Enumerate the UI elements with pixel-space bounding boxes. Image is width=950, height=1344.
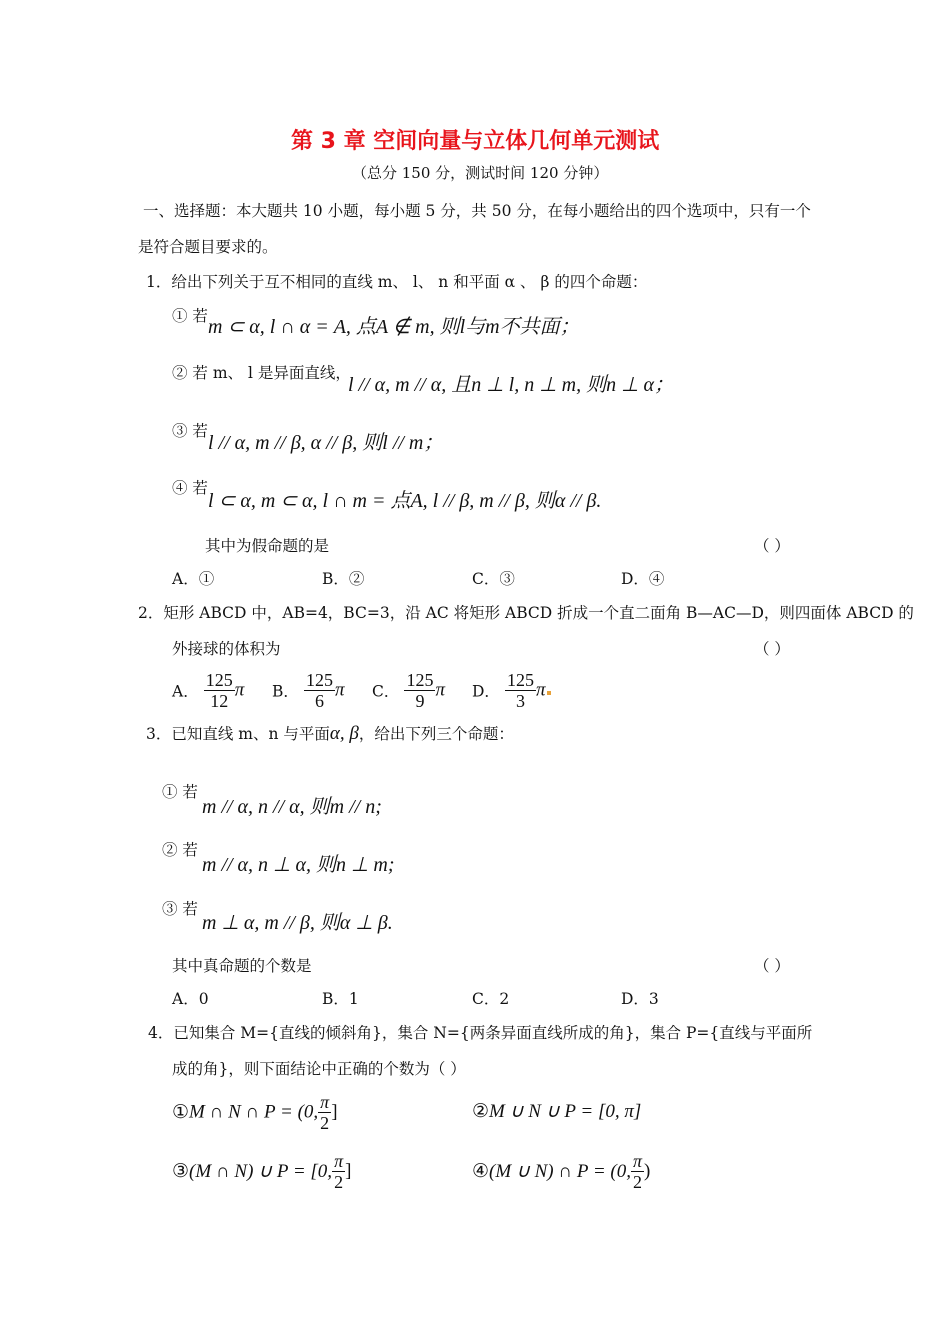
q2-option-d-pi: π: [536, 679, 546, 701]
q4-item-3-num: π: [334, 1151, 344, 1171]
q2-option-b-label: B．: [272, 682, 299, 701]
q1-item-1-formula: m ⊂ α, l ∩ α = A, 点A ∉ m, 则l与m不共面；: [208, 316, 580, 338]
q2-option-a-num: 125: [205, 670, 233, 690]
q4-item-1: [172, 1092, 338, 1133]
q4-item-4-label: ④: [472, 1161, 490, 1182]
q1-item-2-label: ② 若 m、 l 是异面直线，: [172, 364, 351, 382]
q2-option-d-num: 125: [507, 670, 535, 690]
q4-item-4-fraction: [631, 1151, 644, 1192]
q1-item-4-formula: l ⊂ α, m ⊂ α, l ∩ m = 点A, l // β, m // β, 则α // β.: [208, 490, 602, 512]
q1-option-b: B．②: [322, 570, 365, 588]
q3-option-c: C．2: [472, 990, 510, 1008]
q4-item-2-label: ②: [472, 1101, 490, 1122]
q2-option-d: [472, 670, 551, 711]
q2-option-c-pi: π: [435, 679, 445, 701]
question-2-line2: 外接球的体积为: [172, 640, 281, 658]
q4-item-3-fraction: [332, 1151, 345, 1192]
q3-option-d: D．3: [621, 990, 659, 1008]
q1-option-a: A．①: [172, 570, 215, 588]
q3-item-3-label: ③ 若: [162, 900, 198, 918]
q2-option-b-num: 125: [305, 670, 333, 690]
q4-item-4-post: ): [644, 1160, 651, 1182]
q4-item-3-pre: (M ∩ N) ∪ P = [0,: [189, 1161, 333, 1182]
q3-item-1-formula: m // α, n // α, 则m // n;: [202, 796, 382, 818]
q1-item-1-label: ① 若: [172, 307, 208, 325]
q4-item-3: [172, 1151, 351, 1192]
q2-option-c-fraction: [404, 670, 435, 711]
question-2-line1: 2．矩形 ABCD 中，AB=4，BC=3，沿 AC 将矩形 ABCD 折成一个直二面角 B—AC—D，则四面体 ABCD 的: [138, 604, 914, 622]
q1-item-2-formula: l // α, m // α, 且n ⊥ l, n ⊥ m, 则n ⊥ α；: [348, 374, 674, 396]
q4-item-3-post: ]: [345, 1160, 352, 1182]
q4-item-1-den: 2: [320, 1113, 330, 1133]
q4-item-1-label: ①: [172, 1102, 190, 1123]
q2-option-c: [372, 670, 445, 711]
q2-option-d-den: 3: [516, 691, 526, 711]
q1-option-c: C．③: [472, 570, 515, 588]
q2-option-a-label: A．: [172, 682, 199, 701]
q3-answer-paren: （ ）: [754, 957, 790, 975]
q4-item-4: [472, 1151, 650, 1192]
question-4-line1: 4．已知集合 M={直线的倾斜角}，集合 N={两条异面直线所成的角}，集合 P={直线与平面所: [148, 1024, 813, 1042]
page-subtitle: （总分 150 分，测试时间 120 分钟）: [352, 164, 609, 182]
q2-option-b: [272, 670, 345, 711]
q2-option-a-pi: π: [234, 679, 245, 701]
q2-option-a-fraction: [204, 670, 235, 711]
page-title: 第 3 章 空间向量与立体几何单元测试: [291, 129, 660, 154]
q3-stem-formula: α, β: [329, 723, 359, 744]
q1-item-3-label: ③ 若: [172, 422, 208, 440]
question-1-stem: 1．给出下列关于互不相同的直线 m、 l、 n 和平面 α 、 β 的四个命题：: [146, 273, 648, 291]
q2-option-c-den: 9: [415, 691, 425, 711]
q1-option-d: D．④: [621, 570, 665, 588]
stray-mark: [547, 691, 551, 695]
q4-item-2: [472, 1100, 641, 1123]
q4-item-4-num: π: [633, 1151, 643, 1171]
q3-stem-part-a: 3．已知直线 m、n 与平面: [146, 725, 330, 743]
section-instructions-line2: 是符合题目要求的。: [138, 238, 278, 256]
q2-option-d-fraction: [505, 670, 536, 711]
q2-option-c-num: 125: [406, 670, 434, 690]
q3-option-a: A．0: [172, 990, 209, 1008]
q1-item-3-formula: l // α, m // β, α // β, 则l // m；: [208, 432, 444, 454]
question-3-stem: [146, 722, 514, 745]
q2-option-b-pi: π: [334, 679, 345, 701]
q2-option-a: [172, 670, 244, 711]
section-instructions-line1: 一、选择题：本大题共 10 小题，每小题 5 分，共 50 分，在每小题给出的四个选项中，只有一个: [143, 202, 811, 220]
q2-option-d-label: D．: [472, 682, 500, 701]
q3-option-b: B．1: [322, 990, 359, 1008]
q2-option-b-den: 6: [314, 691, 324, 711]
q4-item-4-pre: (M ∪ N) ∩ P = (0,: [489, 1161, 631, 1182]
q3-stem-part-b: ，给出下列三个命题：: [358, 725, 514, 743]
q1-answer-paren: （ ）: [754, 537, 790, 555]
q2-option-a-den: 12: [210, 691, 229, 711]
q3-item-3-formula: m ⊥ α, m // β, 则α ⊥ β.: [202, 912, 393, 934]
q4-item-2-pre: M ∪ N ∪ P = [0, π]: [489, 1101, 642, 1122]
q4-item-1-pre: M ∩ N ∩ P = (0,: [189, 1101, 319, 1123]
q3-ask: 其中真命题的个数是: [172, 957, 312, 975]
q2-option-c-label: C．: [372, 682, 400, 701]
q3-item-2-formula: m // α, n ⊥ α, 则n ⊥ m;: [202, 854, 395, 876]
q3-item-2-label: ② 若: [162, 841, 198, 859]
q1-ask: 其中为假命题的是: [205, 537, 330, 555]
q3-item-1-label: ① 若: [162, 783, 198, 801]
q1-item-4-label: ④ 若: [172, 479, 208, 497]
q4-item-3-label: ③: [172, 1161, 190, 1182]
q4-item-1-num: π: [320, 1092, 330, 1112]
q2-option-b-fraction: [304, 670, 335, 711]
q4-item-1-post: ]: [331, 1101, 338, 1123]
q4-item-4-den: 2: [633, 1172, 643, 1192]
question-4-line2: 成的角}，则下面结论中正确的个数为（ ）: [172, 1060, 466, 1078]
q2-answer-paren: （ ）: [754, 640, 790, 658]
q4-item-1-fraction: [318, 1092, 331, 1133]
q4-item-3-den: 2: [334, 1172, 344, 1192]
